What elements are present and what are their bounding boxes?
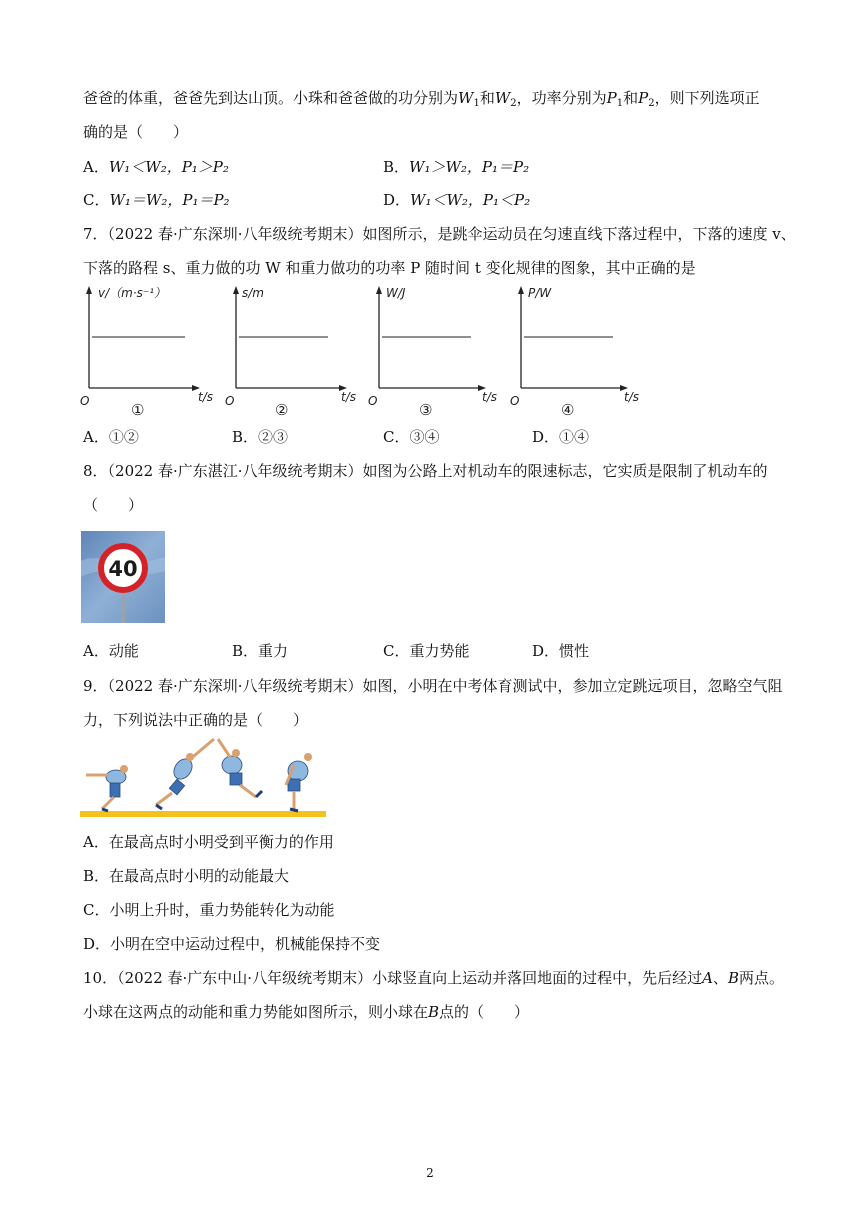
graph-4-origin: O: [510, 394, 520, 408]
q9-stem-line2: 力，下列说法中正确的是（ ）: [83, 711, 309, 729]
q7-graph-3: [368, 284, 508, 422]
graph-2-ylabel: s/m: [242, 286, 264, 300]
graph-2-origin: O: [225, 394, 235, 408]
q6-option-b[interactable]: B．W₁＞W₂，P₁＝P₂: [383, 158, 530, 176]
q6-stem-line2: 确的是（ ）: [83, 123, 189, 141]
q7-option-c[interactable]: C．③④: [383, 428, 440, 446]
graph-1-xlabel: t/s: [198, 390, 213, 404]
speed-limit-value: 40: [108, 557, 138, 581]
q7-graph-2: [225, 284, 365, 422]
graph-3-number: ③: [419, 401, 433, 419]
graph-3-origin: O: [368, 394, 378, 408]
q9-stem-line1: 9．（2022 春·广东深圳·八年级统考期末）如图，小明在中考体育测试中，参加立定跳远项目，忽略空气阻: [83, 677, 783, 695]
q6-stem-line1: 爸爸的体重，爸爸先到达山顶。小珠和爸爸做的功分别为$W_1$和$W_2$，功率分别为$P_1$和$P_2$，则下列选项正: [83, 89, 760, 109]
q6-option-a[interactable]: A．W₁＜W₂，P₁＞P₂: [83, 158, 229, 176]
q8-stem-line1: 8．（2022 春·广东湛江·八年级统考期末）如图为公路上对机动车的限速标志，它实质是限制了机动车的: [83, 462, 768, 480]
q7-stem-line1: 7．（2022 春·广东深圳·八年级统考期末）如图所示，是跳伞运动员在匀速直线下落过程中，下落的速度 v、: [83, 225, 796, 243]
graph-4-ylabel: P/W: [528, 286, 552, 300]
graph-1-ylabel: v/（m·s⁻¹）: [98, 286, 167, 300]
q9-option-b[interactable]: B．在最高点时小明的动能最大: [83, 867, 290, 885]
graph-1-number: ①: [131, 401, 145, 419]
q7-graph-1: [80, 284, 220, 422]
graph-2-number: ②: [275, 401, 289, 419]
q9-option-c[interactable]: C．小明上升时，重力势能转化为动能: [83, 901, 335, 919]
graph-3-xlabel: t/s: [482, 390, 497, 404]
graph-4-xlabel: t/s: [624, 390, 639, 404]
graph-3-ylabel: W/J: [386, 286, 406, 300]
q10-stem-line1: 10．（2022 春·广东中山·八年级统考期末）小球竖直向上运动并落回地面的过程中，先后经过A、B两点。: [83, 969, 784, 987]
speed-limit-sign-image: [81, 531, 165, 627]
q7-stem-line2: 下落的路程 s、重力做的功 W 和重力做功的功率 P 随时间 t 变化规律的图象，其中正确的是: [83, 259, 696, 277]
q9-option-d[interactable]: D．小明在空中运动过程中，机械能保持不变: [83, 935, 381, 953]
q7-option-d[interactable]: D．①④: [532, 428, 590, 446]
q7-option-a[interactable]: A．①②: [83, 428, 139, 446]
q8-stem-line2: （ ）: [83, 496, 144, 514]
q8-option-a[interactable]: A．动能: [83, 642, 139, 660]
page-number: 2: [426, 1166, 434, 1180]
q7-graph-4: [510, 284, 650, 422]
q10-stem-line2: 小球在这两点的动能和重力势能如图所示，则小球在B点的（ ）: [83, 1003, 530, 1021]
q6-option-c[interactable]: C．W₁＝W₂，P₁＝P₂: [83, 191, 230, 209]
standing-long-jump-image: [80, 735, 326, 825]
q8-option-c[interactable]: C．重力势能: [383, 642, 470, 660]
q8-option-d[interactable]: D．惯性: [532, 642, 590, 660]
q9-option-a[interactable]: A．在最高点时小明受到平衡力的作用: [83, 833, 334, 851]
q6-option-d[interactable]: D．W₁＜W₂，P₁＜P₂: [383, 191, 531, 209]
q7-option-b[interactable]: B．②③: [232, 428, 289, 446]
graph-1-origin: O: [80, 394, 90, 408]
q8-option-b[interactable]: B．重力: [232, 642, 289, 660]
graph-2-xlabel: t/s: [341, 390, 356, 404]
graph-4-number: ④: [561, 401, 575, 419]
